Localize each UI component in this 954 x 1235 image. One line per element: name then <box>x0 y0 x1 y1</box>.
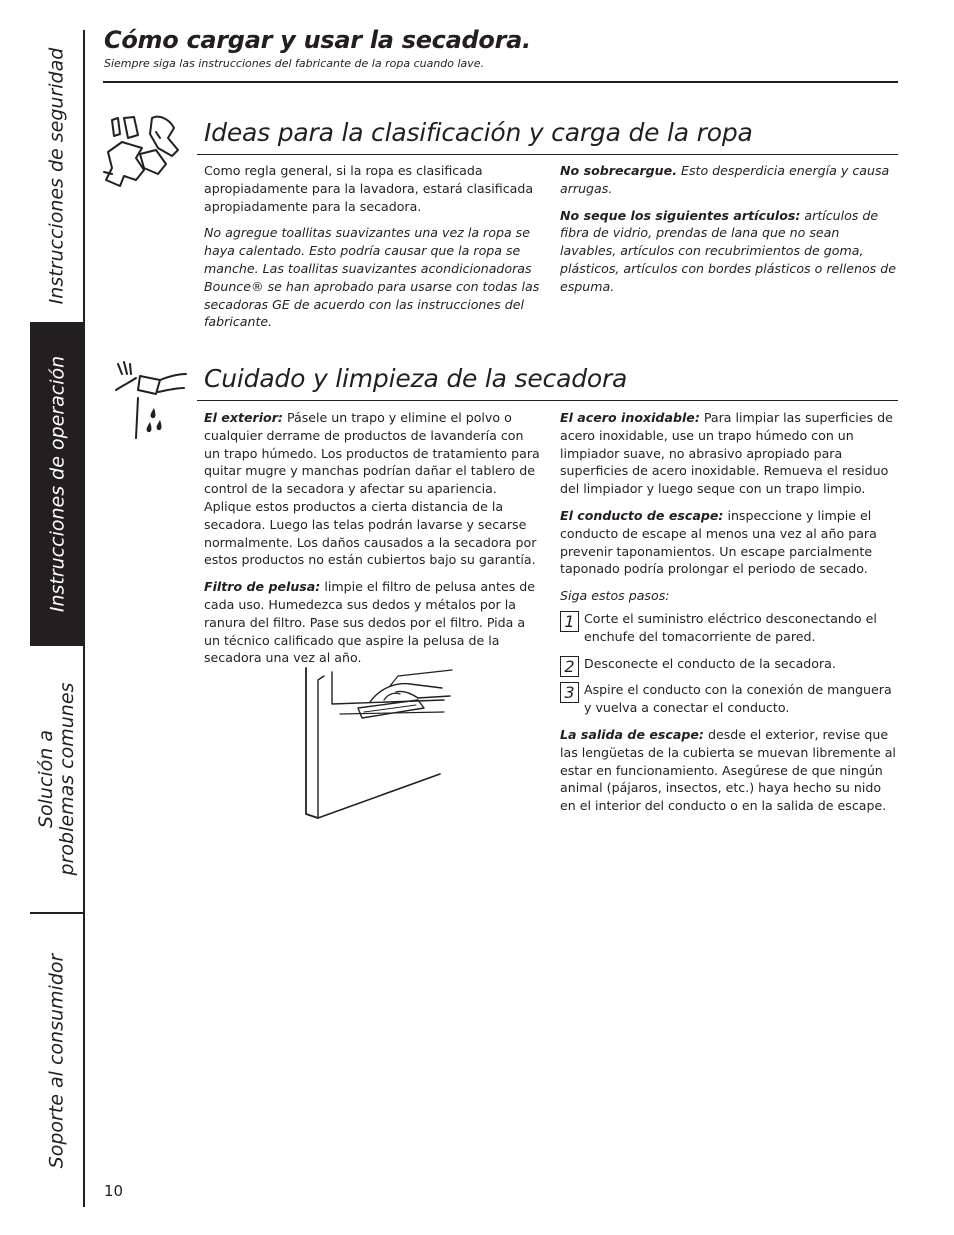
text: limpie el filtro de pelusa antes de cada uso. Humedezca sus dedos y métalos por la ranura del filtro. Pase sus dedos por el filtro. Pida a un técnico calificado que aspire la pelusa de la secadora una vez al año. <box>204 579 536 666</box>
step-number: 1 <box>560 611 579 632</box>
label: Filtro de pelusa: <box>204 579 321 595</box>
step-text: Desconecte el conducto de la secadora. <box>584 655 836 671</box>
section1-left-column <box>204 162 540 340</box>
tab-label-line2: problemas comunes <box>55 682 78 876</box>
text: Para limpiar las superficies de acero inoxidable, use un trapo húmedo con un limpiador suave, no abrasivo apropiado para superficies de acero inoxidable. Remueva el residuo del limpiador y luego seque con un trapo limpio. <box>560 410 893 497</box>
label: La salida de escape: <box>560 726 704 742</box>
step-item <box>560 655 896 676</box>
paragraph-salida <box>560 726 896 815</box>
paragraph-conducto <box>560 507 896 578</box>
paragraph-acero <box>560 409 896 498</box>
section-title-cuidado: Cuidado y limpieza de la secadora <box>204 364 628 393</box>
tab-solucion-problemas[interactable] <box>30 646 85 912</box>
text: inspeccione y limpie el conducto de escape al menos una vez al año para prevenir taponamientos. Un escape parcialmente taponado podría prolongar el periodo de secado. <box>560 507 877 577</box>
tab-label: Instrucciones de operación <box>46 355 68 613</box>
label: No sobrecargue. <box>560 163 677 178</box>
paragraph: Como regla general, si la ropa es clasificada apropiadamente para la lavadora, estará clasificada apropiadamente para la secadora. <box>204 163 534 214</box>
label: El exterior: <box>204 410 283 425</box>
side-tabs <box>30 30 85 1207</box>
page-title: Cómo cargar y usar la secadora. <box>104 26 531 54</box>
page-subtitle: Siempre siga las instrucciones del fabricante de la ropa cuando lave. <box>104 57 485 70</box>
step-item <box>560 681 896 717</box>
section2-left-column <box>204 409 540 676</box>
step-text: Corte el suministro eléctrico desconectando el enchufe del tomacorriente de pared. <box>584 610 877 644</box>
label: El acero inoxidable: <box>560 410 700 425</box>
tab-label: Instrucciones de seguridad <box>45 47 67 305</box>
paragraph-no-seque <box>560 207 896 296</box>
section-rule <box>197 154 898 155</box>
tab-instrucciones-operacion[interactable] <box>30 322 85 646</box>
tab-label <box>36 683 78 876</box>
step-number: 3 <box>560 682 579 703</box>
clothes-pile-icon <box>100 112 188 192</box>
section-title-clasificacion: Ideas para la clasificación y carga de la ropa <box>204 118 753 147</box>
section-rule <box>197 400 898 401</box>
paragraph-exterior <box>204 409 540 569</box>
step-text: Aspire el conducto con la conexión de manguera y vuelva a conectar el conducto. <box>584 682 892 716</box>
tab-label: Soporte al consumidor <box>45 953 67 1168</box>
title-rule <box>103 81 898 83</box>
section2-right-column <box>560 409 896 824</box>
step-item <box>560 610 896 646</box>
tab-soporte-consumidor[interactable] <box>30 914 85 1207</box>
text: desde el exterior, revise que las lengüetas de la cubierta se muevan libremente al estar en funcionamiento. Asegúrese de que ningún animal (pájaros, insectos, etc.) haya hecho su nido en el interior del conducto o en la salida de escape. <box>560 726 896 814</box>
paragraph-italic: No agregue toallitas suavizantes una vez la ropa se haya calentado. Esto podría causar que la ropa se manche. Las toallitas suavizantes acondicionadoras Bounce® se han aprobado para usarse con todas las secadoras GE de acuerdo con las instrucciones del fabricante. <box>204 225 540 330</box>
tab-label-line1: Solución a <box>34 729 57 829</box>
paragraph-no-sobrecargue <box>560 162 896 198</box>
tab-instrucciones-seguridad[interactable] <box>30 30 85 322</box>
paragraph-filtro <box>204 578 540 667</box>
sponge-cleaning-icon <box>112 360 192 444</box>
label: No seque los siguientes artículos: <box>560 207 801 223</box>
page-number: 10 <box>104 1182 124 1200</box>
step-number: 2 <box>560 656 579 677</box>
text: Esto desperdicia energía y causa arrugas. <box>560 163 890 196</box>
label: El conducto de escape: <box>560 507 724 523</box>
steps-intro: Siga estos pasos: <box>560 588 670 604</box>
section1-right-column <box>560 162 896 305</box>
text: artículos de fibra de vidrio, prendas de lana que no sean lavables, artículos con recubrimientos de goma, plásticos, artículos con bordes plásticos o rellenos de espuma. <box>560 207 896 294</box>
lint-filter-illustration <box>300 666 458 822</box>
text: Pásele un trapo y elimine el polvo o cualquier derrame de productos de lavandería con un trapo húmedo. Los productos de tratamiento para quitar mugre y manchas podrían dañar el tablero de control de la secadora y afectar su apariencia. Aplique estos productos a cierta distancia de la secadora. Luego las telas podrán lavarse y secarse normalmente. Los daños causados a la secadora por estos productos no están cubiertos bajo su garantía. <box>204 410 540 568</box>
